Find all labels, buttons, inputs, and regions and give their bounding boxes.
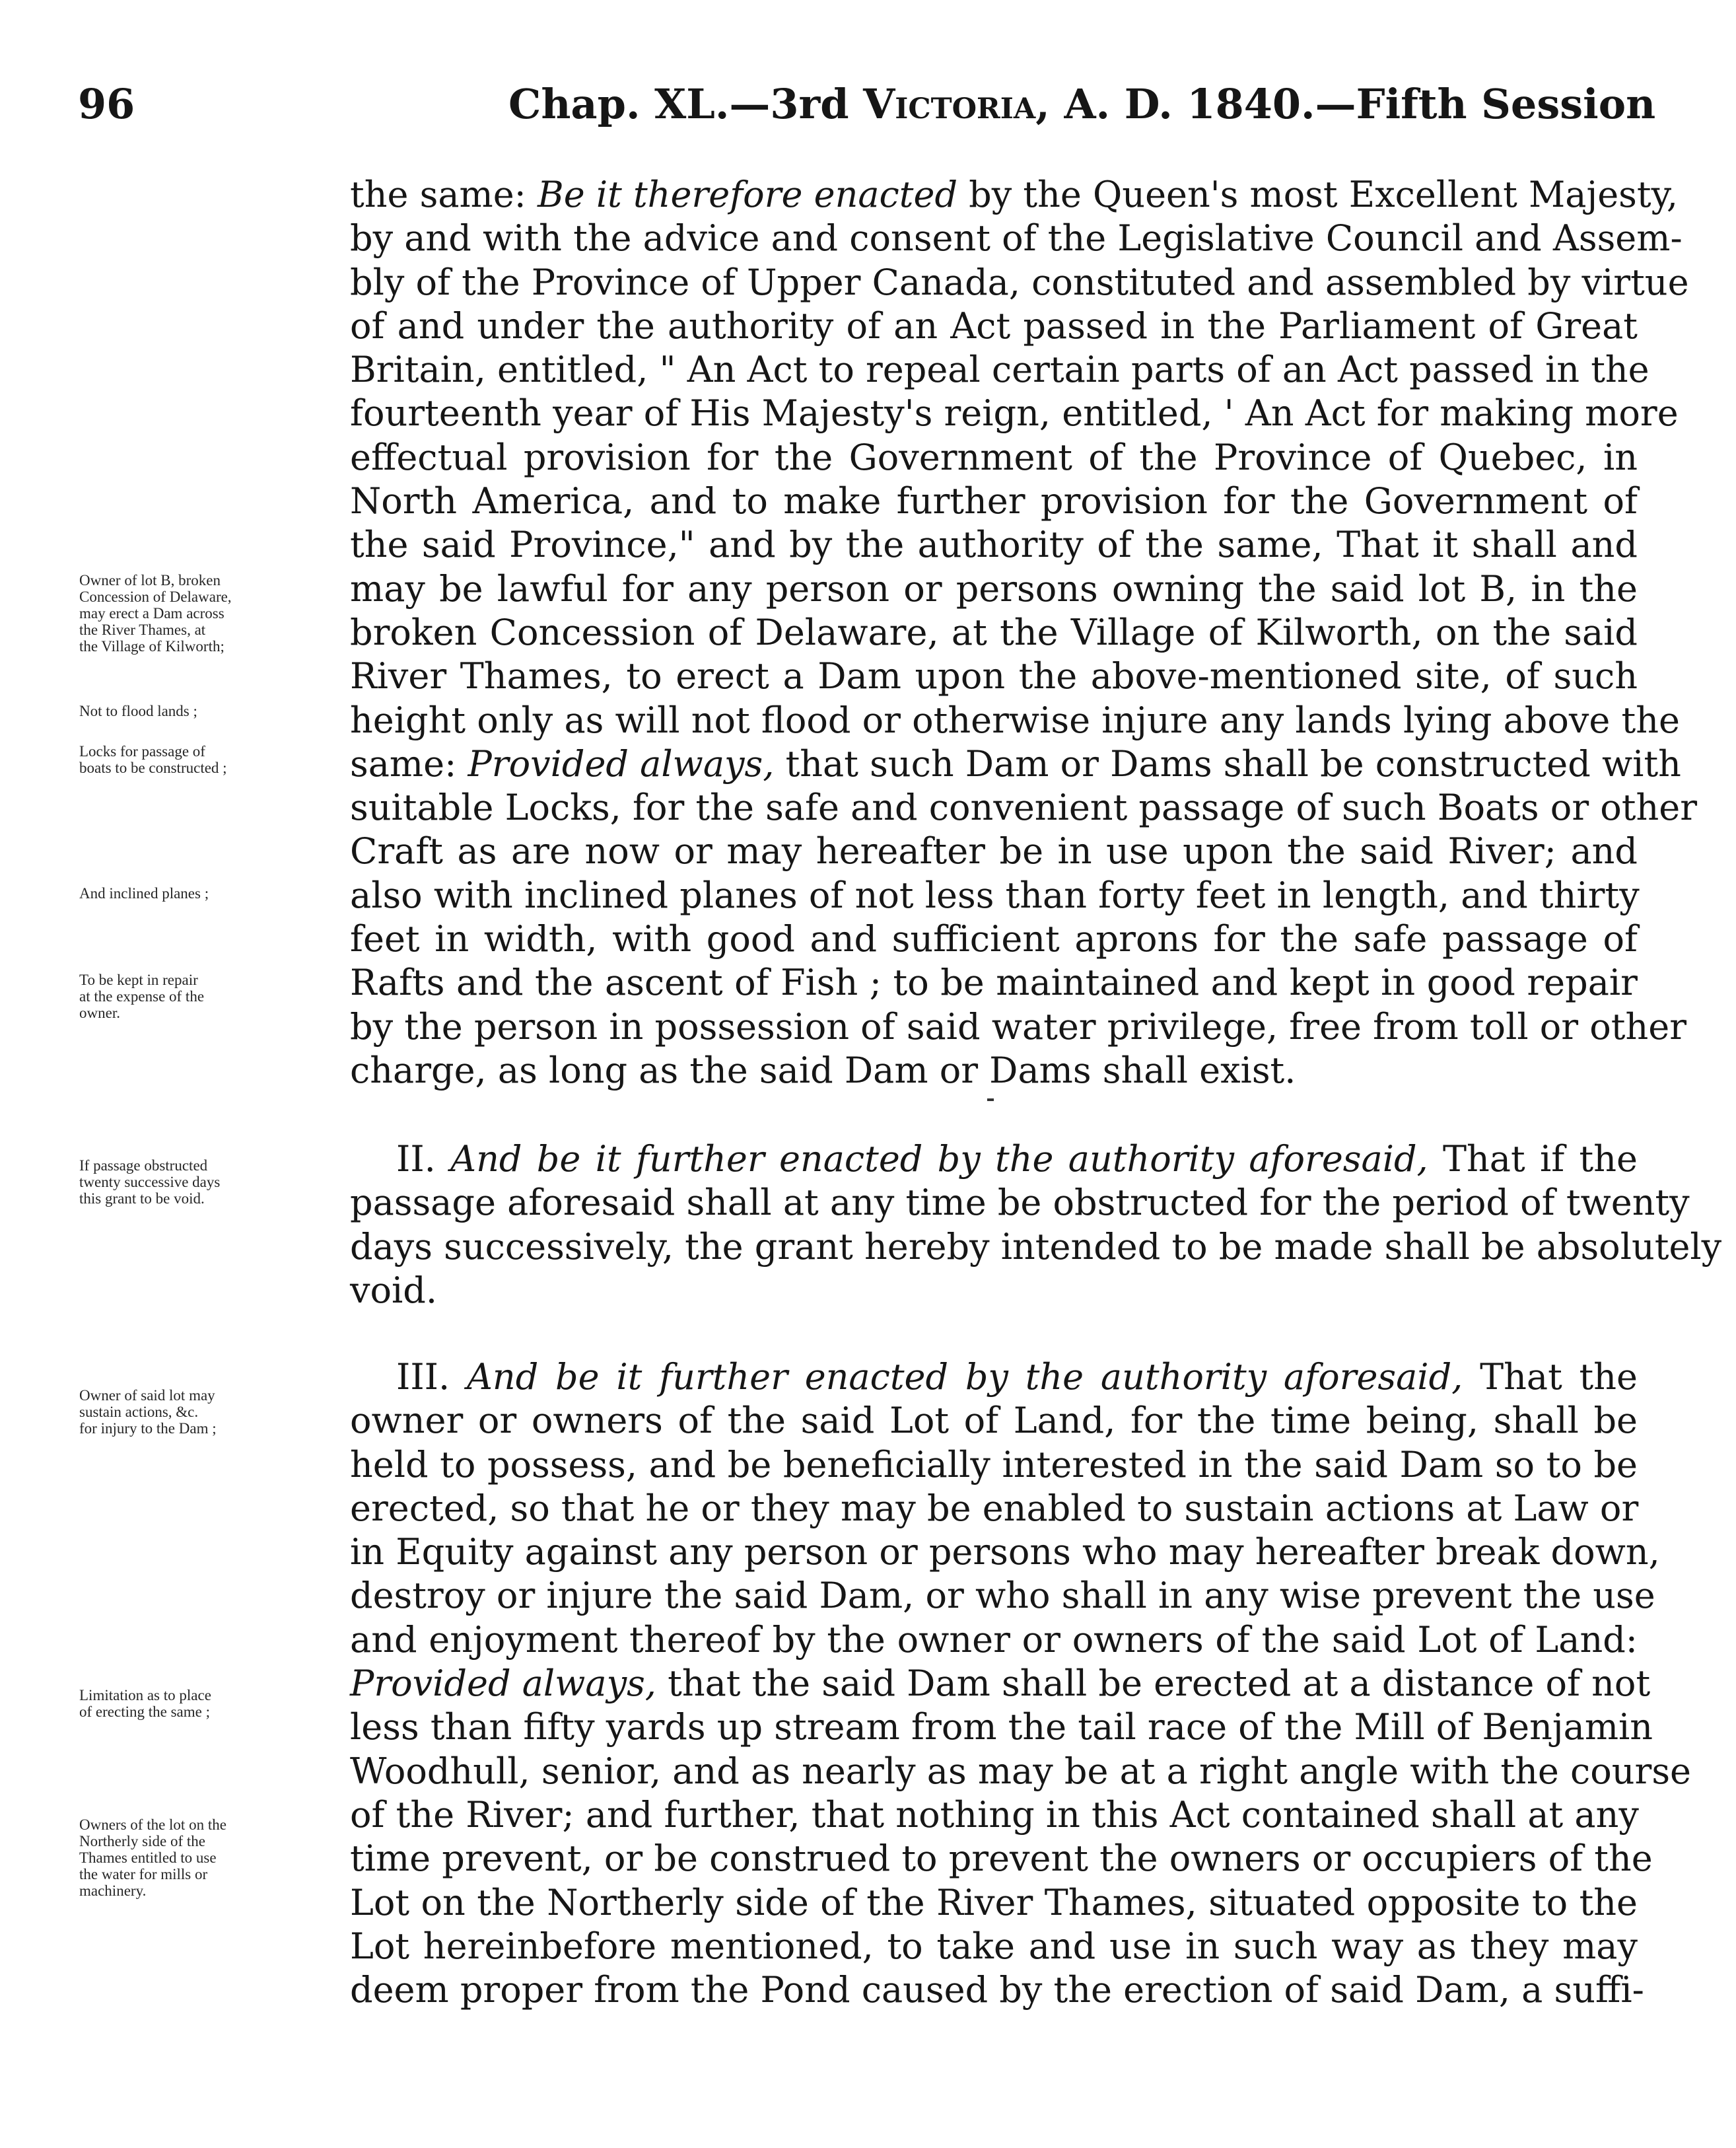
running-head-small-caps: Victoria <box>863 80 1036 128</box>
margin-note-line: this grant to be void. <box>79 1190 205 1207</box>
paragraph-enacting-clause <box>350 173 1698 1092</box>
text-line: Lot hereinbefore mentioned, to take and use in such way as they may <box>350 1925 1638 1967</box>
text-line: charge, as long as the said Dam or Dams shall exist. <box>350 1049 1296 1091</box>
italic-run: Be it therefore enacted <box>538 174 958 215</box>
margin-note-line: Limitation as to place <box>79 1687 211 1703</box>
margin-note-line: Northerly side of the <box>79 1833 205 1849</box>
margin-note-northerly-owners <box>79 1816 343 1899</box>
text-line: fourteenth year of His Majesty's reign, entitled, ' An Act for making more <box>350 392 1679 435</box>
text-line: erected, so that he or they may be enabled to sustain actions at Law or <box>350 1487 1639 1529</box>
text-line: also with inclined planes of not less than forty feet in length, and thirty <box>350 874 1640 916</box>
margin-note-line: twenty successive days <box>79 1174 221 1190</box>
text-line <box>350 1137 1638 1181</box>
text-line: of and under the authority of an Act passed in the Parliament of Great <box>350 304 1638 347</box>
text-line: height only as will not flood or otherwise injure any lands lying above the <box>350 699 1680 741</box>
margin-note-line: Owner of lot B, broken <box>79 572 221 589</box>
italic-run: Provided always, <box>468 742 775 785</box>
margin-note-line: boats to be constructed ; <box>79 760 227 776</box>
margin-note-line: Thames entitled to use <box>79 1849 217 1866</box>
margin-note-not-to-flood <box>79 703 343 719</box>
margin-note-inclined-planes <box>79 885 343 902</box>
text-line: time prevent, or be construed to prevent the owners or occupiers of the <box>350 1838 1653 1880</box>
text-line: the said Province," and by the authority of the same, That it shall and <box>350 524 1638 566</box>
text-line: destroy or injure the said Dam, or who shall in any wise prevent the use <box>350 1575 1655 1617</box>
text-run: that such Dam or Dams shall be constructed with <box>774 742 1681 785</box>
page-number: 96 <box>78 80 135 128</box>
text-run: That if the <box>1428 1138 1638 1180</box>
margin-note-line: may erect a Dam across <box>79 605 225 622</box>
margin-note-line: Locks for passage of <box>79 743 205 760</box>
text-line: Lot on the Northerly side of the River Thames, situated opposite to the <box>350 1881 1638 1923</box>
text-line: deem proper from the Pond caused by the erection of said Dam, a suffi- <box>350 1969 1644 2011</box>
text-line: and enjoyment thereof by the owner or owners of the said Lot of Land: <box>350 1618 1638 1661</box>
text-line: suitable Locks, for the safe and convenient passage of such Boats or other <box>350 787 1698 829</box>
text-line: by and with the advice and consent of the Legislative Council and Assem- <box>350 217 1683 260</box>
text-line: passage aforesaid shall at any time be obstructed for the period of twenty <box>350 1182 1690 1224</box>
text-line: in Equity against any person or persons who may hereafter break down, <box>350 1531 1660 1573</box>
text-line: Rafts and the ascent of Fish ; to be maintained and kept in good repair <box>350 962 1638 1004</box>
margin-note-line: owner. <box>79 1005 120 1021</box>
margin-note-line: the water for mills or <box>79 1866 208 1882</box>
text-line: effectual provision for the Government of the Province of Quebec, in <box>350 436 1638 478</box>
margin-note-line: for injury to the Dam ; <box>79 1420 217 1437</box>
margin-note-line: If passage obstructed <box>79 1157 208 1174</box>
section-numeral: II. <box>396 1138 451 1180</box>
margin-note-line: And inclined planes ; <box>79 885 209 902</box>
margin-note-locks <box>79 743 343 776</box>
margin-note-owner-may-erect-dam <box>79 572 343 655</box>
italic-run: And be it further enacted by the authority aforesaid, <box>466 1356 1463 1398</box>
margin-note-line: of erecting the same ; <box>79 1703 210 1720</box>
paragraph-section-3 <box>350 1355 1691 2012</box>
italic-run: And be it further enacted by the authority aforesaid, <box>450 1138 1428 1180</box>
margin-note-sustain-actions <box>79 1387 343 1437</box>
text-line: Britain, entitled, " An Act to repeal certain parts of an Act passed in the <box>350 349 1649 391</box>
margin-note-line: at the expense of the <box>79 988 205 1005</box>
margin-note-obstructed <box>79 1157 343 1207</box>
text-line: feet in width, with good and sufficient aprons for the safe passage of <box>350 918 1638 960</box>
separator-dash <box>987 1098 994 1101</box>
text-line: of the River; and further, that nothing in this Act contained shall at any <box>350 1793 1639 1836</box>
text-line <box>350 742 1681 786</box>
margin-note-line: Not to flood lands ; <box>79 703 197 719</box>
text-line: Woodhull, senior, and as nearly as may be at a right angle with the course <box>350 1750 1691 1792</box>
margin-note-line: machinery. <box>79 1882 147 1899</box>
text-run: that the said Dam shall be erected at a distance of not <box>656 1663 1651 1705</box>
text-run: That the <box>1463 1356 1638 1398</box>
text-line: owner or owners of the said Lot of Land, for the time being, shall be <box>350 1400 1638 1442</box>
text-line <box>350 173 1679 217</box>
text-line: days successively, the grant hereby intended to be made shall be absolutely <box>350 1225 1722 1268</box>
text-line: less than fifty yards up stream from the tail race of the Mill of Benjamin <box>350 1706 1653 1748</box>
text-line: void. <box>350 1269 438 1311</box>
margin-note-line: sustain actions, &c. <box>79 1404 199 1420</box>
text-run: the same: <box>350 174 538 215</box>
text-line <box>350 1662 1651 1705</box>
margin-note-line: Owners of the lot on the <box>79 1816 226 1833</box>
text-run: by the Queen's most Excellent Majesty, <box>957 174 1679 215</box>
running-head-part-b: , A. D. 1840.—Fifth Session <box>1035 80 1656 128</box>
text-line: bly of the Province of Upper Canada, constituted and assembled by virtue <box>350 261 1689 303</box>
paragraph-section-2 <box>350 1137 1722 1312</box>
margin-note-line: Owner of said lot may <box>79 1387 215 1404</box>
italic-run: Provided always, <box>350 1663 656 1705</box>
text-line: by the person in possession of said water privilege, free from toll or other <box>350 1005 1687 1048</box>
running-head-part-a: Chap. XL.—3rd <box>508 80 864 128</box>
text-line: River Thames, to erect a Dam upon the above-mentioned site, of such <box>350 655 1638 698</box>
text-line: held to possess, and be beneficially interested in the said Dam so to be <box>350 1443 1638 1486</box>
margin-note-line: To be kept in repair <box>79 972 198 988</box>
margin-note-line: the Village of Kilworth; <box>79 638 225 655</box>
margin-note-limitation <box>79 1687 343 1720</box>
text-line <box>350 1355 1638 1399</box>
text-line: North America, and to make further provision for the Government of <box>350 480 1638 522</box>
margin-note-line: the River Thames, at <box>79 622 206 638</box>
section-numeral: III. <box>396 1356 467 1398</box>
margin-note-repair <box>79 972 343 1021</box>
running-head <box>508 78 1655 131</box>
text-run: same: <box>350 742 468 785</box>
text-line: broken Concession of Delaware, at the Village of Kilworth, on the said <box>350 611 1638 653</box>
text-line: Craft as are now or may hereafter be in use upon the said River; and <box>350 830 1638 873</box>
text-line: may be lawful for any person or persons owning the said lot B, in the <box>350 567 1638 610</box>
margin-note-line: Concession of Delaware, <box>79 589 232 605</box>
